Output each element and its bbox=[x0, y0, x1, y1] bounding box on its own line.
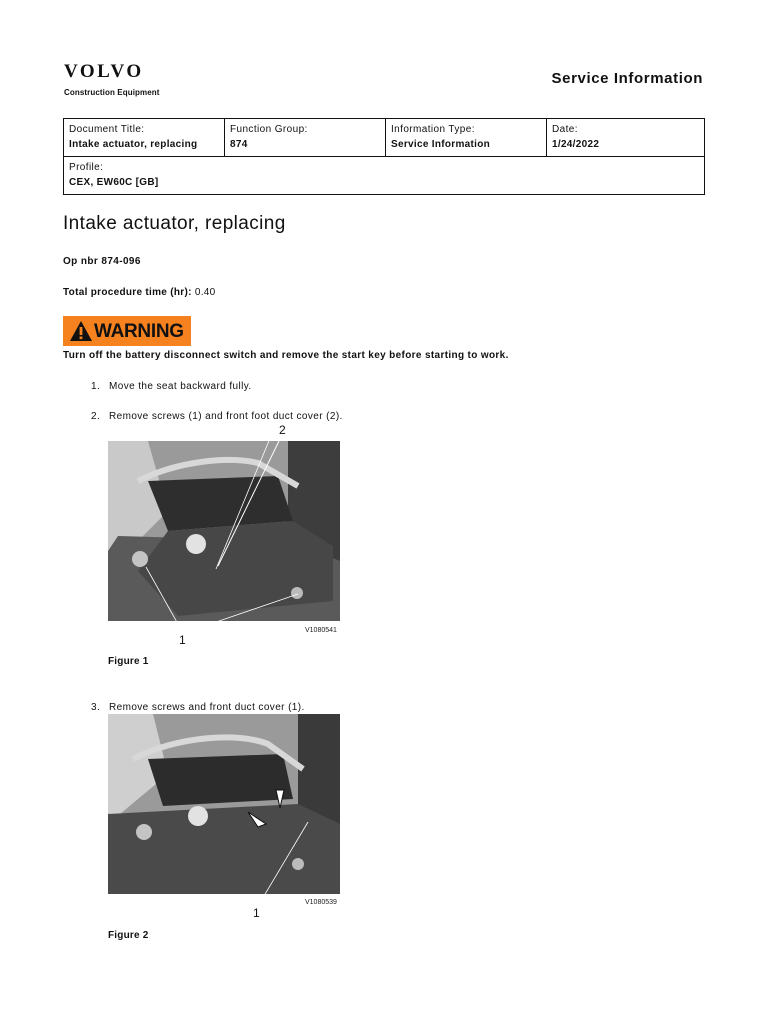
meta-label: Function Group: bbox=[230, 124, 308, 135]
figure-caption: Figure 2 bbox=[108, 930, 149, 941]
brand-wordmark: VOLVO bbox=[64, 61, 144, 82]
procedure-time-label: Total procedure time (hr): bbox=[63, 287, 192, 298]
figure-callout: 2 bbox=[279, 423, 286, 437]
meta-label: Date: bbox=[552, 124, 578, 135]
meta-cell-function-group bbox=[225, 119, 386, 157]
figure-code: V1080541 bbox=[305, 627, 337, 634]
meta-label: Information Type: bbox=[391, 124, 475, 135]
warning-triangle-icon bbox=[69, 320, 93, 342]
figure-2-photo bbox=[108, 714, 340, 894]
meta-value: Intake actuator, replacing bbox=[69, 139, 198, 150]
meta-value: 874 bbox=[230, 139, 248, 150]
meta-cell-document-title bbox=[64, 119, 225, 157]
step-item bbox=[91, 381, 252, 392]
step-text: Remove screws (1) and front foot duct cover (2). bbox=[109, 411, 343, 422]
step-number: 2. bbox=[91, 411, 101, 422]
meta-value: Service Information bbox=[391, 139, 491, 150]
warning-text: Turn off the battery disconnect switch and remove the start key before starting to work. bbox=[63, 350, 509, 361]
step-number: 1. bbox=[91, 381, 101, 392]
procedure-time bbox=[63, 287, 216, 298]
meta-cell-information-type bbox=[386, 119, 547, 157]
step-item bbox=[91, 411, 343, 422]
warning-badge bbox=[63, 316, 191, 346]
meta-label: Profile: bbox=[69, 162, 104, 173]
step-text: Move the seat backward fully. bbox=[109, 381, 252, 392]
step-item bbox=[91, 702, 305, 713]
procedure-time-value: 0.40 bbox=[194, 287, 216, 298]
figure-callout: 1 bbox=[179, 633, 186, 647]
meta-value: 1/24/2022 bbox=[552, 139, 600, 150]
figure-caption: Figure 1 bbox=[108, 656, 149, 667]
document-meta-table bbox=[63, 118, 705, 195]
page-title: Intake actuator, replacing bbox=[63, 213, 286, 234]
figure-code: V1080539 bbox=[305, 899, 337, 906]
meta-label: Document Title: bbox=[69, 124, 145, 135]
figure-callout: 1 bbox=[253, 906, 260, 920]
meta-cell-date bbox=[547, 119, 705, 157]
figure-1-photo bbox=[108, 441, 340, 621]
meta-cell-profile bbox=[64, 157, 705, 195]
warning-label: WARNING bbox=[94, 321, 184, 342]
volvo-logo bbox=[64, 62, 160, 97]
meta-value: CEX, EW60C [GB] bbox=[69, 177, 159, 188]
op-number: Op nbr 874-096 bbox=[63, 256, 141, 267]
document-type-heading: Service Information bbox=[551, 70, 703, 87]
step-text: Remove screws and front duct cover (1). bbox=[109, 702, 305, 713]
brand-subtitle: Construction Equipment bbox=[64, 88, 160, 97]
step-number: 3. bbox=[91, 702, 101, 713]
